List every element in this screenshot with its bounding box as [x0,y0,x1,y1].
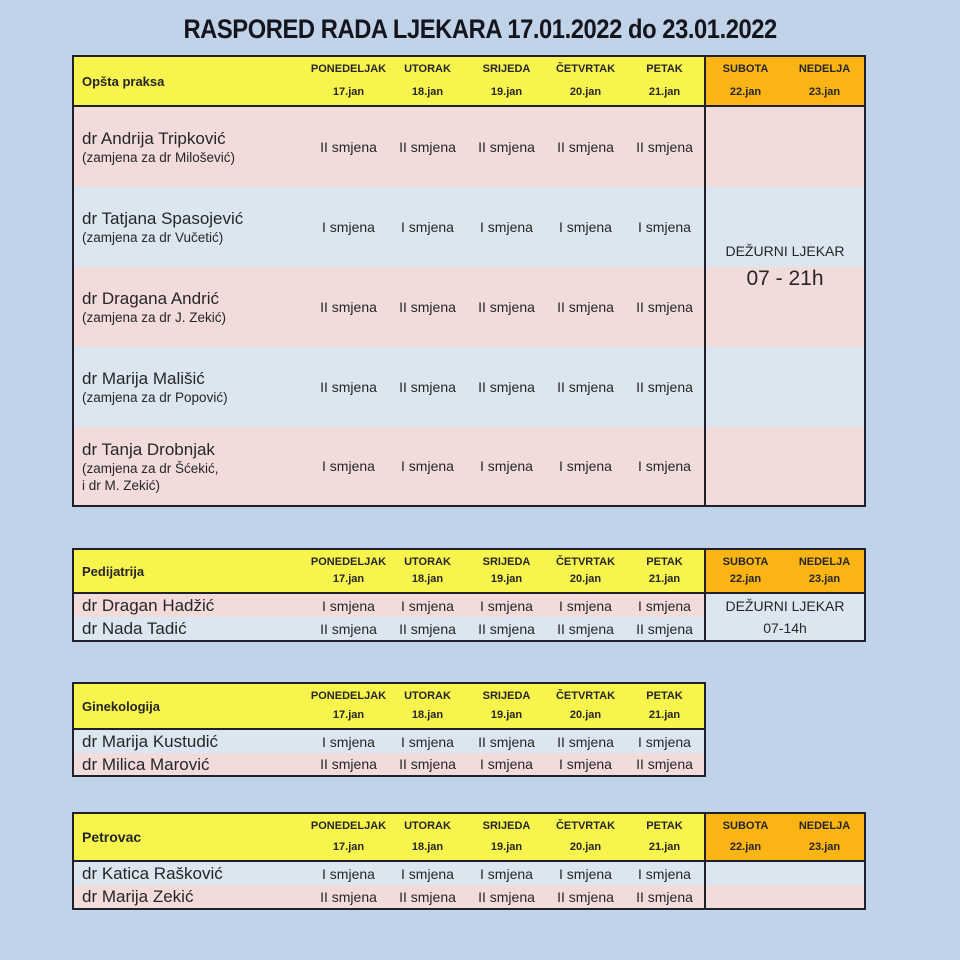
doctor-name: dr Nada Tadić [82,619,187,638]
day-name: SRIJEDA [482,63,531,75]
shift-cell: I smjena [401,219,454,235]
day-header [785,814,864,860]
day-date: 19.jan [490,709,523,721]
doctor-name: dr Tatjana Spasojević [82,209,244,228]
shift-cell: II smjena [636,620,693,637]
doctor-name: dr Dragana Andrić [82,289,220,308]
weekend-cells [706,594,864,640]
day-name: PETAK [646,690,683,702]
day-date: 19.jan [490,573,523,585]
table-row [74,594,704,617]
day-name: SRIJEDA [482,820,531,832]
table-row [74,267,704,347]
doctor-cell [74,187,309,267]
table-header [74,684,704,730]
day-date: 23.jan [808,841,841,853]
day-name: SRIJEDA [482,556,531,568]
table-row [74,107,704,187]
table-row [74,187,704,267]
day-header [625,57,704,105]
day-header [546,684,625,728]
shift-cell: I smjena [401,458,454,474]
shift-cell: II smjena [557,139,614,155]
doctor-cell [74,885,309,908]
day-date: 20.jan [569,709,602,721]
day-date: 19.jan [490,86,523,98]
shift-cell: I smjena [559,219,612,235]
doctor-name: dr Andrija Tripković [82,129,226,148]
shift-cell: II smjena [557,379,614,395]
doctor-name: dr Marija Kustudić [82,732,219,751]
weekend-header [706,550,864,594]
day-date: 21.jan [648,573,681,585]
day-date: 17.jan [332,709,365,721]
shift-cell: II smjena [399,379,456,395]
shift-cell: II smjena [399,299,456,315]
table-row [74,885,704,908]
shift-cell: I smjena [638,865,691,882]
duty-doctor-note [706,594,864,640]
shift-cell: II smjena [636,299,693,315]
day-name: PONEDELJAK [310,63,387,75]
doctor-cell [74,347,309,427]
day-date: 22.jan [729,841,762,853]
shift-cell: I smjena [480,597,533,614]
duty-note-line: DEŽURNI LJEKAR [725,243,845,259]
table-header [74,814,704,862]
shift-cell: II smjena [478,620,535,637]
shift-cell: II smjena [320,299,377,315]
weekend-cell [706,862,864,885]
weekend-cells [706,107,864,505]
doctor-cell [74,730,309,753]
schedule-table-opsta-praksa [72,55,866,507]
shift-cell: I smjena [322,733,375,750]
day-header [546,550,625,592]
shift-cell: I smjena [401,733,454,750]
day-header [785,550,864,592]
doctor-cell [74,594,309,617]
doctor-name: dr Tanja Drobnjak [82,439,215,459]
table-row [74,862,704,885]
day-date: 23.jan [808,573,841,585]
doctor-name: dr Marija Zekić [82,887,194,906]
weekend-column [704,550,864,640]
section-label: Ginekologija [82,698,161,714]
day-header [309,684,388,728]
day-name: ČETVRTAK [555,63,616,75]
day-date: 18.jan [411,86,444,98]
doctor-cell [74,427,309,505]
day-header [625,550,704,592]
doctor-substitution-note: (zamjena za dr Popović) [82,390,228,405]
weekend-cell [706,347,864,427]
day-date: 17.jan [332,86,365,98]
shift-cell: I smjena [401,597,454,614]
doctor-cell [74,753,309,775]
day-date: 22.jan [729,573,762,585]
shift-cell: II smjena [478,139,535,155]
day-name: UTORAK [404,820,451,832]
shift-cell: I smjena [638,219,691,235]
day-date: 20.jan [569,573,602,585]
duty-note-line: DEŽURNI LJEKAR [725,598,845,614]
table-row [74,347,704,427]
doctor-cell [74,107,309,187]
doctor-name: dr Milica Marović [82,754,210,774]
day-name: PETAK [646,820,683,832]
day-name: NEDELJA [798,556,851,568]
schedule-table-pedijatrija [72,548,866,642]
shift-cell: II smjena [399,888,456,905]
day-header [388,550,467,592]
shift-cell: I smjena [638,458,691,474]
shift-cell: II smjena [636,379,693,395]
day-header [706,550,785,592]
duty-doctor-note [706,243,864,291]
day-name: UTORAK [404,556,451,568]
day-name: SRIJEDA [482,690,531,702]
weekday-section [74,57,704,505]
shift-cell: II smjena [320,620,377,637]
day-header [388,814,467,860]
shift-cell: II smjena [478,379,535,395]
shift-cell: II smjena [636,756,693,772]
doctor-substitution-note: (zamjena za dr Šćekić, [82,460,219,476]
section-label: Petrovac [82,829,142,845]
weekend-cell [706,107,864,187]
day-header [467,684,546,728]
weekend-cell [706,885,864,908]
day-date: 21.jan [648,709,681,721]
shift-cell: II smjena [557,620,614,637]
table-header [74,550,704,594]
shift-cell: I smjena [480,865,533,882]
shift-cell: II smjena [636,888,693,905]
doctor-substitution-note: i dr M. Zekić) [82,477,161,493]
shift-cell: I smjena [559,865,612,882]
schedule-table-ginekologija [72,682,706,777]
shift-cell: II smjena [399,756,456,772]
doctor-cell [74,267,309,347]
shift-cell: II smjena [636,139,693,155]
day-header [706,57,785,105]
day-header [625,814,704,860]
day-name: PONEDELJAK [310,820,387,832]
duty-note-line: 07-14h [763,620,807,636]
doctor-substitution-note: (zamjena za dr J. Zekić) [82,310,227,325]
doctor-name: dr Marija Mališić [82,369,205,388]
shift-cell: II smjena [557,733,614,750]
shift-cell: II smjena [320,756,377,772]
shift-cell: I smjena [559,458,612,474]
day-date: 23.jan [808,86,841,98]
day-date: 17.jan [332,841,365,853]
weekend-column [704,57,864,505]
day-name: UTORAK [404,63,451,75]
day-name: ČETVRTAK [555,690,616,702]
day-header [309,814,388,860]
shift-cell: II smjena [320,888,377,905]
shift-cell: I smjena [322,458,375,474]
weekend-cells [706,862,864,908]
day-name: PETAK [646,63,683,75]
day-date: 22.jan [729,86,762,98]
day-name: PONEDELJAK [310,556,387,568]
weekend-header [706,57,864,107]
day-header [467,814,546,860]
duty-note-hours: 07 - 21h [746,267,824,290]
doctor-cell [74,617,309,640]
weekday-section [74,550,704,640]
day-date: 18.jan [411,709,444,721]
schedule-table-petrovac [72,812,866,910]
weekday-section [74,814,704,908]
shift-cell: II smjena [399,620,456,637]
doctor-name: dr Katica Rašković [82,864,223,883]
shift-cell: II smjena [399,139,456,155]
day-date: 18.jan [411,841,444,853]
page-title-wrap [0,14,960,45]
day-name: NEDELJA [798,820,851,832]
weekend-cell [706,427,864,505]
shift-cell: II smjena [557,299,614,315]
shift-cell: I smjena [480,219,533,235]
day-header [706,814,785,860]
shift-cell: I smjena [322,597,375,614]
day-name: SUBOTA [722,556,769,568]
shift-cell: I smjena [401,865,454,882]
day-header [309,550,388,592]
shift-cell: II smjena [320,139,377,155]
day-name: PETAK [646,556,683,568]
shift-cell: I smjena [322,219,375,235]
day-name: ČETVRTAK [555,820,616,832]
shift-cell: I smjena [559,597,612,614]
shift-cell: I smjena [638,733,691,750]
day-header [388,57,467,105]
day-date: 21.jan [648,841,681,853]
day-header [467,550,546,592]
day-date: 20.jan [569,86,602,98]
day-date: 20.jan [569,841,602,853]
page-title: RASPORED RADA LJEKARA 17.01.2022 do 23.01.2022 [183,14,777,44]
day-header [625,684,704,728]
day-header [467,57,546,105]
section-label: Opšta praksa [82,73,165,89]
shift-cell: I smjena [559,756,612,772]
shift-cell: II smjena [478,733,535,750]
table-row [74,617,704,640]
day-date: 19.jan [490,841,523,853]
shift-cell: I smjena [480,756,533,772]
day-name: ČETVRTAK [555,556,616,568]
weekend-column [704,814,864,908]
weekend-header [706,814,864,862]
day-name: UTORAK [404,690,451,702]
shift-cell: I smjena [480,458,533,474]
day-header [309,57,388,105]
day-date: 18.jan [411,573,444,585]
doctor-substitution-note: (zamjena za dr Vučetić) [82,230,224,245]
day-header [785,57,864,105]
day-name: SUBOTA [722,820,769,832]
table-row [74,427,704,505]
table-header [74,57,704,107]
day-date: 21.jan [648,86,681,98]
day-date: 17.jan [332,573,365,585]
shift-cell: II smjena [478,299,535,315]
day-name: NEDELJA [798,63,851,75]
weekday-section [74,684,704,775]
doctor-name: dr Dragan Hadžić [82,596,215,615]
shift-cell: II smjena [478,888,535,905]
section-label: Pedijatrija [82,563,145,579]
doctor-substitution-note: (zamjena za dr Milošević) [82,150,236,165]
day-header [546,57,625,105]
table-row [74,730,704,753]
shift-cell: II smjena [557,888,614,905]
day-name: SUBOTA [722,63,769,75]
shift-cell: I smjena [638,597,691,614]
table-row [74,753,704,775]
day-header [546,814,625,860]
day-name: PONEDELJAK [310,690,387,702]
day-header [388,684,467,728]
shift-cell: I smjena [322,865,375,882]
shift-cell: II smjena [320,379,377,395]
doctor-cell [74,862,309,885]
